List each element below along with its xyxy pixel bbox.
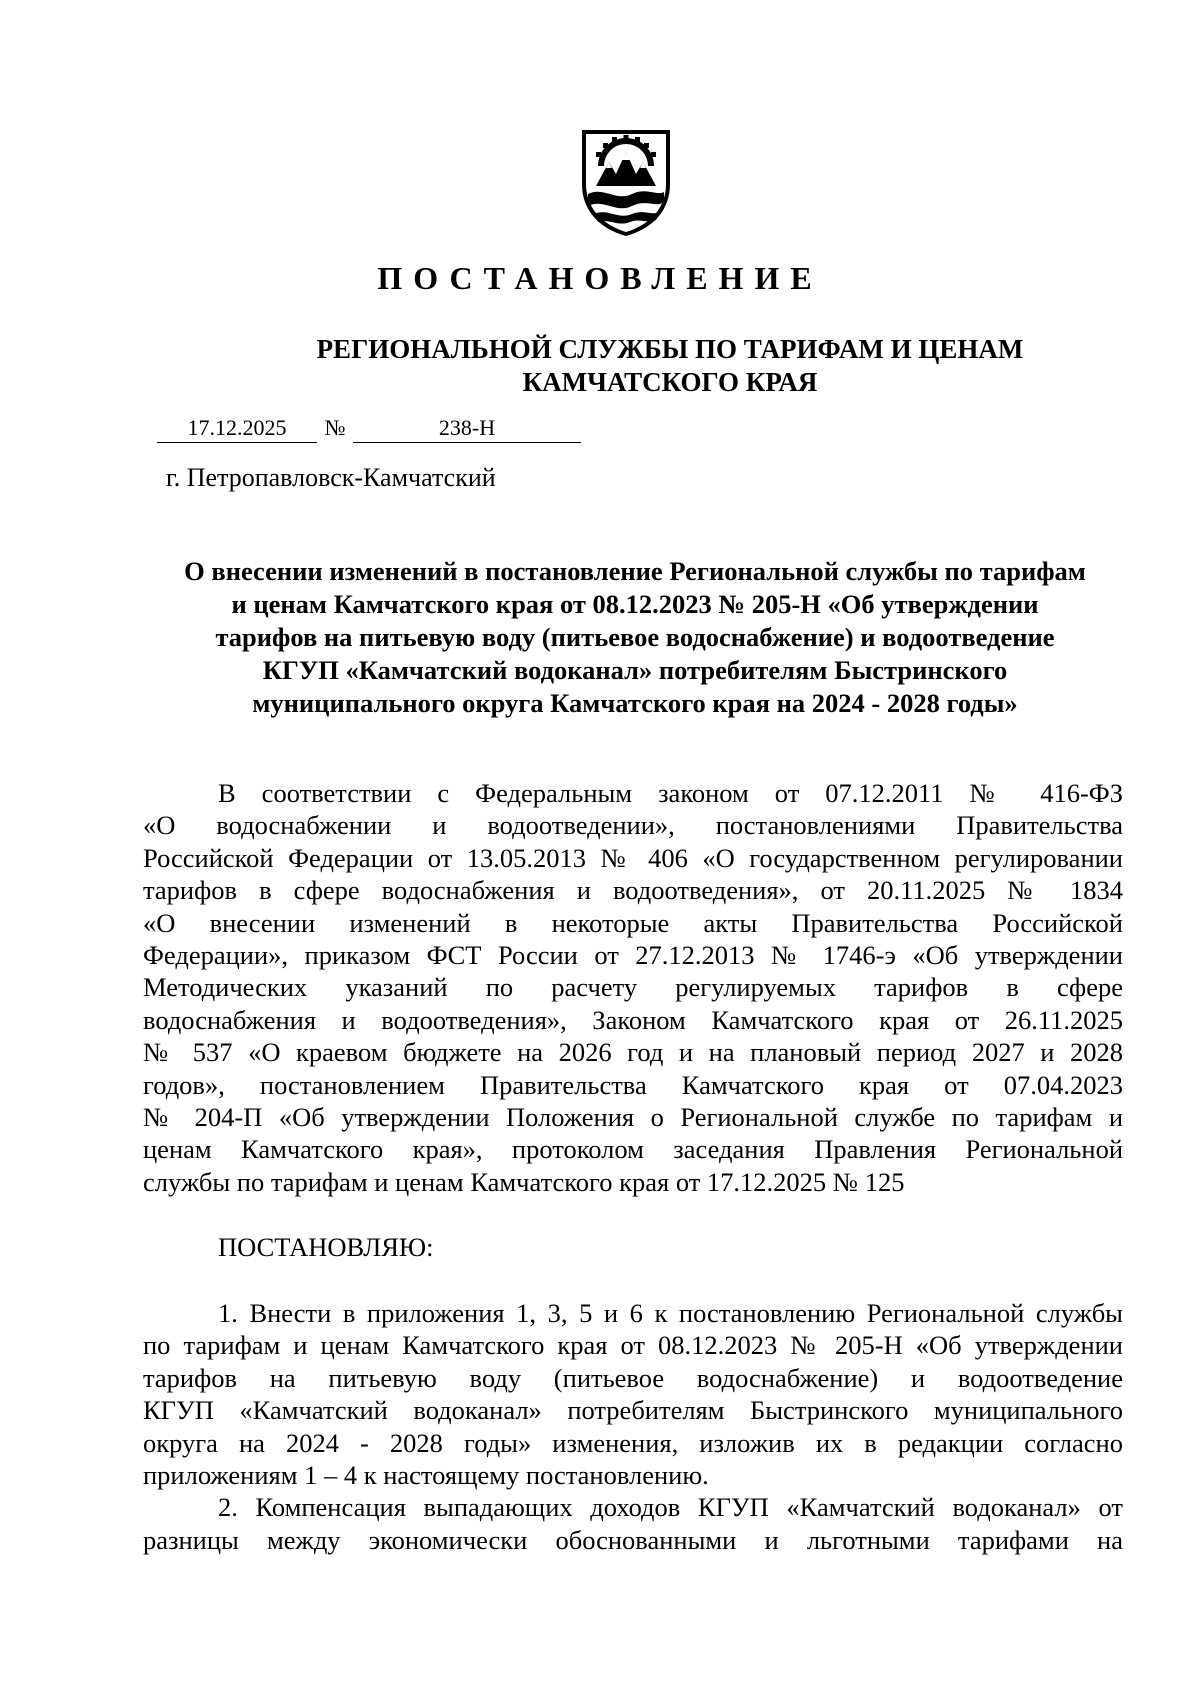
text-line: 2. Компенсация выпадающих доходов КГУП «Камчатский водоканал» от (218, 1492, 1123, 1523)
text-line: водоснабжения и водоотведения», Законом Камчатского края от 26.11.2025 (143, 1004, 1123, 1035)
text-line: «О внесении изменений в некоторые акты Правительства Российской (143, 907, 1123, 938)
title-line: тарифов на питьевую воду (питьевое водоснабжение) и водоотведение (215, 622, 1055, 652)
text-line: приложениям 1 – 4 к настоящему постановлению. (143, 1459, 709, 1490)
text-line: округа на 2024 - 2028 годы» изменения, изложив их в редакции согласно (143, 1427, 1123, 1458)
title-line: муниципального округа Камчатского края на 2024 - 2028 годы» (252, 688, 1018, 718)
text-line: разницы между экономически обоснованными и льготными тарифами на (143, 1524, 1123, 1555)
document-date: 17.12.2025 (157, 414, 317, 443)
kamchatka-coat-of-arms-icon (576, 122, 676, 240)
text-line: 1. Внести в приложения 1, 3, 5 и 6 к постановлению Региональной службы (218, 1298, 1123, 1328)
title-line: КГУП «Камчатский водоканал» потребителям Быстринского (262, 655, 1008, 685)
preamble-paragraph (143, 777, 1123, 1198)
document-title (140, 555, 1130, 720)
text-line: В соответствии с Федеральным законом от 07.12.2011 № 416-ФЗ (218, 778, 1123, 808)
text-line: КГУП «Камчатский водоканал» потребителям Быстринского муниципального (143, 1395, 1123, 1426)
text-line: Федерации», приказом ФСТ России от 27.12.2013 № 1746-э «Об утверждении (143, 939, 1123, 970)
text-line: № 537 «О краевом бюджете на 2026 год и на плановый период 2027 и 2028 (143, 1037, 1123, 1068)
text-line: тарифов на питьевую воду (питьевое водоснабжение) и водоотведение (143, 1362, 1123, 1393)
document-type-heading: ПОСТАНОВЛЕНИЕ (377, 260, 823, 296)
organization-line: КАМЧАТСКОГО КРАЯ (522, 367, 818, 397)
organization-line: РЕГИОНАЛЬНОЙ СЛУЖБЫ ПО ТАРИФАМ И ЦЕНАМ (316, 334, 1024, 364)
issuing-organization (150, 333, 1190, 399)
title-line: О внесении изменений в постановление Региональной службы по тарифам (184, 556, 1086, 586)
text-line: № 204-П «Об утверждении Положения о Региональной службе по тарифам и (143, 1101, 1123, 1132)
item-1-paragraph (143, 1297, 1123, 1556)
document-number: 238-Н (353, 414, 581, 443)
text-line: Методических указаний по расчету регулируемых тарифов в сфере (143, 972, 1123, 1003)
number-sign: № (324, 415, 346, 440)
text-line: службы по тарифам и ценам Камчатского края от 17.12.2025 № 125 (143, 1166, 905, 1197)
text-line: по тарифам и ценам Камчатского края от 08.12.2023 № 205-Н «Об утверждении (143, 1330, 1123, 1361)
text-line: тарифов в сфере водоснабжения и водоотведения», от 20.11.2025 № 1834 (143, 875, 1123, 906)
text-line: Российской Федерации от 13.05.2013 № 406 «О государственном регулировании (143, 842, 1123, 873)
date-number-line (157, 414, 581, 444)
text-line: годов», постановлением Правительства Камчатского края от 07.04.2023 (143, 1069, 1123, 1100)
text-line: ценам Камчатского края», протоколом заседания Правления Региональной (143, 1134, 1123, 1165)
text-line: «О водоснабжении и водоотведении», постановлениями Правительства (143, 810, 1123, 841)
decree-word: ПОСТАНОВЛЯЮ: (218, 1232, 434, 1262)
document-city: г. Петропавловск-Камчатский (166, 463, 496, 492)
title-line: и ценам Камчатского края от 08.12.2023 № 205-Н «Об утверждении (231, 589, 1039, 619)
